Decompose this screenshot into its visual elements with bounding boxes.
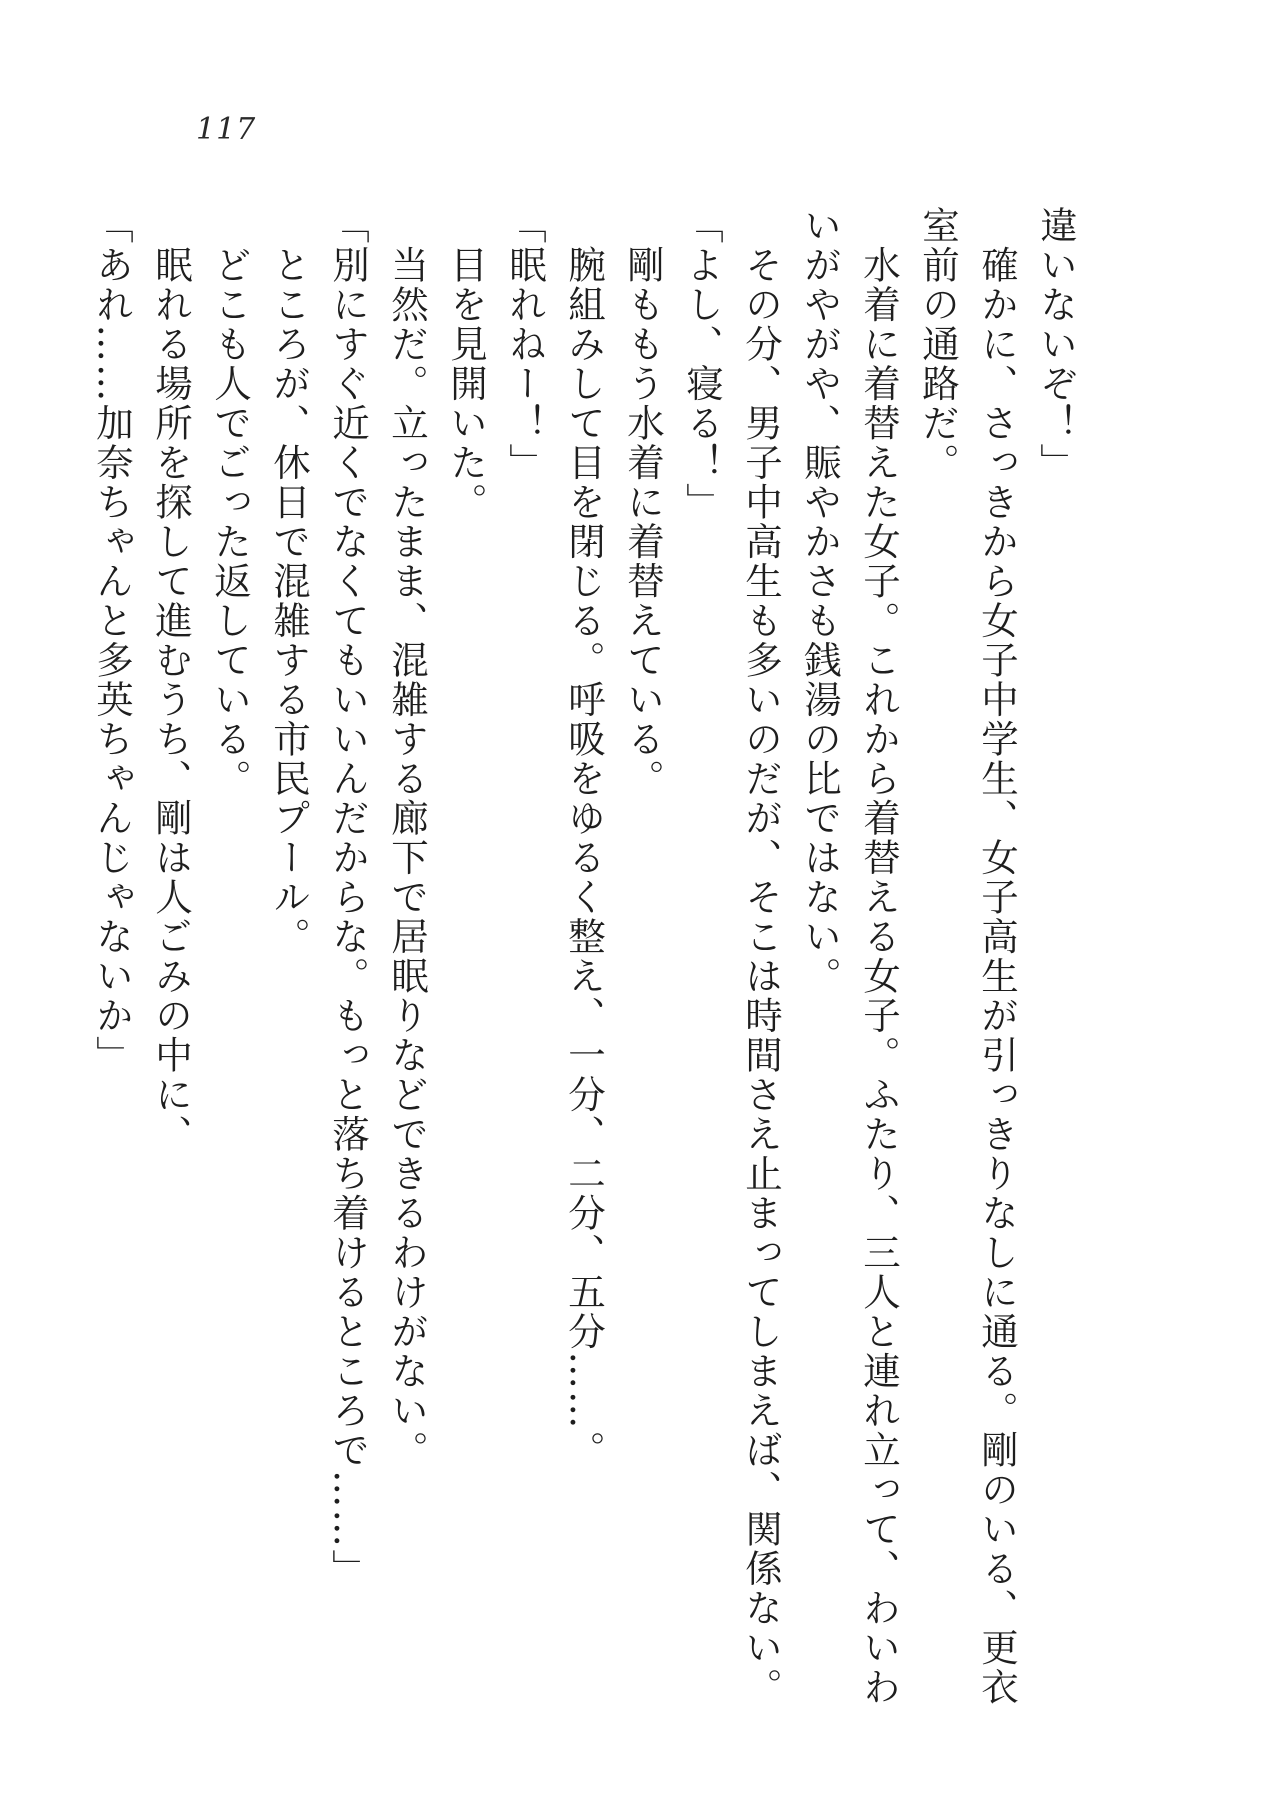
text-line: 水着に着替えた女子。これから着替える女子。ふたり、三人と連れ立って、わいわ <box>857 206 901 1707</box>
text-line: 剛ももう水着に着替えている。 <box>621 206 665 799</box>
text-line: 「あれ……加奈ちゃんと多英ちゃんじゃないか」 <box>90 206 134 1075</box>
text-line: 「よし、寝る！」 <box>680 206 724 522</box>
text-line: 「眠れねー！」 <box>503 206 547 483</box>
text-line: 目を見開いた。 <box>444 206 488 522</box>
text-line: ところが、休日で混雑する市民プール。 <box>267 206 311 957</box>
text-line: 室前の通路だ。 <box>916 206 960 483</box>
page-number: 117 <box>196 112 257 147</box>
body-text <box>82 206 1085 1707</box>
text-line: 腕組みして目を閉じる。呼吸をゆるく整え、一分、二分、五分……。 <box>562 206 606 1470</box>
text-line: いがやがや、賑やかさも銭湯の比ではない。 <box>798 206 842 996</box>
text-line: 「別にすぐ近くでなくてもいいんだからな。もっと落ち着けるところで……」 <box>326 206 370 1589</box>
text-line: 当然だ。立ったまま、混雑する廊下で居眠りなどできるわけがない。 <box>385 206 429 1470</box>
text-line: 眠れる場所を探して進むうち、剛は人ごみの中に、 <box>149 206 193 1154</box>
text-line: その分、男子中高生も多いのだが、そこは時間さえ止まってしまえば、関係ない。 <box>739 206 783 1707</box>
text-line: 確かに、さっきから女子中学生、女子高生が引っきりなしに通る。剛のいる、更衣 <box>975 206 1019 1707</box>
text-line: 違いないぞ！」 <box>1034 206 1078 483</box>
text-line: どこも人でごった返している。 <box>208 206 252 799</box>
